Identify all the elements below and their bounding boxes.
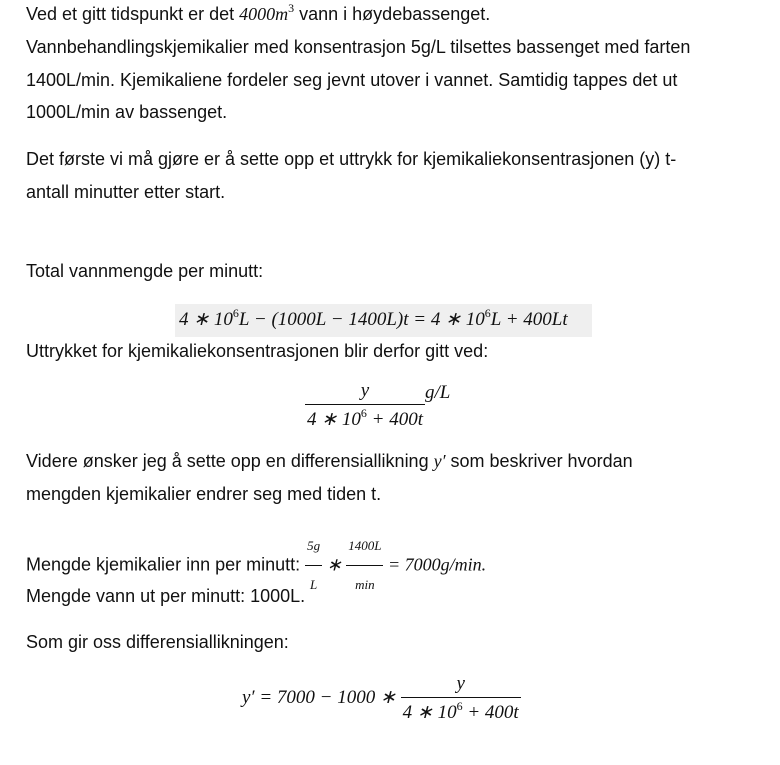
operator: ∗: [322, 554, 347, 575]
paragraph-intro-line-2: Vannbehandlingskjemikalier med konsentrasjon 5g/L tilsettes bassenget med farten: [26, 37, 691, 57]
text: + 400t: [366, 409, 424, 430]
superscript: 6: [232, 306, 239, 320]
inline-math-volume: [239, 1, 295, 24]
inline-math-yprime: y′: [433, 451, 446, 471]
paragraph-gives-differential: Som gir oss differensiallikningen:: [26, 632, 289, 652]
fraction-concentration: [305, 528, 322, 603]
text: Ved et gitt tidspunkt er det: [26, 4, 240, 24]
paragraph-intro-line-4: 1000L/min av bassenget.: [26, 102, 228, 122]
text: Videre ønsker jeg å sette opp en differensiallikning: [26, 451, 434, 471]
fraction-numerator: 1400L: [346, 528, 383, 566]
superscript: 6: [456, 699, 463, 713]
fraction-numerator: 5g: [305, 528, 322, 566]
fraction-numerator: y: [401, 673, 521, 698]
text: L + 400Lt: [490, 309, 568, 330]
text: 4 ∗ 10: [307, 409, 361, 430]
paragraph-intro-line-1: [26, 2, 490, 26]
text: 4 ∗ 10: [179, 309, 233, 330]
fraction-denominator: [305, 405, 425, 431]
superscript: 6: [360, 406, 367, 420]
text: 4 ∗ 10: [402, 702, 457, 723]
paragraph-differential-intro-line-1: [26, 449, 633, 473]
superscript: 3: [288, 1, 295, 15]
paragraph-differential-intro-line-2: mengden kjemikalier endrer seg med tiden t.: [26, 484, 382, 504]
text: 4000m: [239, 4, 289, 24]
paragraph-total-water: Total vannmengde per minutt:: [26, 261, 264, 281]
fraction-rate: [346, 528, 383, 603]
superscript: 6: [484, 306, 491, 320]
paragraph-concentration-expression: Uttrykket for kjemikaliekonsentrasjonen blir derfor gitt ved:: [26, 341, 489, 361]
text: + 400t: [462, 702, 519, 723]
text: vann i høydebassenget.: [294, 4, 491, 24]
fraction: [305, 380, 425, 431]
equation-lhs: y′ = 7000 − 1000 ∗: [242, 686, 401, 708]
paragraph-water-out: Mengde vann ut per minutt: 1000L.: [26, 586, 306, 606]
equation-concentration: [305, 380, 450, 431]
fraction-denominator: [401, 698, 521, 724]
fraction-numerator: y: [305, 380, 425, 405]
paragraph-task-line-2: antall minutter etter start.: [26, 182, 226, 202]
equation-total-volume: [175, 304, 592, 337]
unit: g/L: [425, 381, 451, 403]
equation-text: [179, 306, 568, 330]
paragraph-task-line-1: Det første vi må gjøre er å sette opp et uttrykk for kjemikaliekonsentrasjonen (y) t-: [26, 149, 677, 169]
paragraph-intro-line-3: 1400L/min. Kjemikaliene fordeler seg jevnt utover i vannet. Samtidig tappes det ut: [26, 70, 678, 90]
fraction-denominator: min: [355, 577, 375, 592]
text: L − (1000L − 1400L)t = 4 ∗ 10: [238, 309, 485, 330]
text: som beskriver hvordan: [445, 451, 633, 471]
text: Mengde kjemikalier inn per minutt:: [26, 554, 306, 575]
fraction: [401, 673, 521, 724]
fraction-denominator: L: [310, 577, 318, 592]
result: = 7000g/min.: [383, 554, 487, 575]
equation-differential: [242, 673, 521, 724]
